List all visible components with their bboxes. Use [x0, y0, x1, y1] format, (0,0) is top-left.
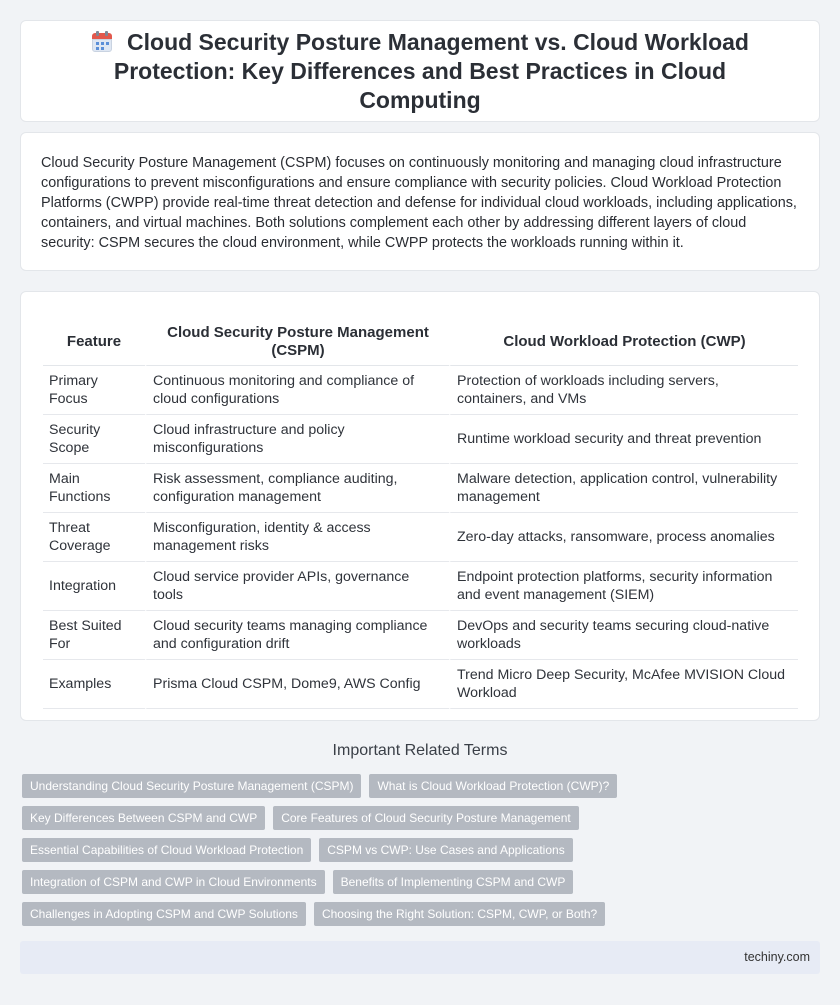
related-terms-row	[22, 870, 822, 894]
table-row	[43, 464, 798, 513]
cspm-cell: Continuous monitoring and compliance of cloud configurations	[145, 366, 449, 415]
related-terms-row	[22, 806, 822, 830]
feature-cell: Best Suited For	[43, 611, 145, 660]
table-row	[43, 562, 798, 611]
cspm-cell: Cloud security teams managing compliance and configuration drift	[145, 611, 449, 660]
feature-cell: Examples	[43, 660, 145, 709]
related-term-link[interactable]: Benefits of Implementing CSPM and CWP	[333, 870, 574, 894]
feature-cell: Threat Coverage	[43, 513, 145, 562]
related-terms-row	[22, 838, 822, 862]
calendar-icon	[91, 31, 113, 53]
related-terms-title: Important Related Terms	[332, 742, 508, 759]
footer-site: techiny.com	[744, 950, 810, 964]
header-cspm: Cloud Security Posture Management (CSPM)	[145, 318, 449, 366]
table-row	[43, 660, 798, 709]
cwp-cell: Trend Micro Deep Security, McAfee MVISION Cloud Workload	[449, 660, 798, 709]
header-card	[20, 20, 820, 122]
cwp-cell: Endpoint protection platforms, security information and event management (SIEM)	[449, 562, 798, 611]
intro-card	[20, 132, 820, 271]
table-row	[43, 415, 798, 464]
header-feature: Feature	[43, 318, 145, 366]
table-row	[43, 611, 798, 660]
related-term-link[interactable]: What is Cloud Workload Protection (CWP)?	[369, 774, 617, 798]
table-row	[43, 366, 798, 415]
feature-cell: Primary Focus	[43, 366, 145, 415]
related-term-link[interactable]: Essential Capabilities of Cloud Workload Protection	[22, 838, 311, 862]
related-term-link[interactable]: Choosing the Right Solution: CSPM, CWP, or Both?	[314, 902, 605, 926]
cspm-cell: Misconfiguration, identity & access management risks	[145, 513, 449, 562]
cwp-cell: Zero-day attacks, ransomware, process anomalies	[449, 513, 798, 562]
cwp-cell: Malware detection, application control, vulnerability management	[449, 464, 798, 513]
feature-cell: Security Scope	[43, 415, 145, 464]
cspm-cell: Prisma Cloud CSPM, Dome9, AWS Config	[145, 660, 449, 709]
related-term-link[interactable]: Integration of CSPM and CWP in Cloud Environments	[22, 870, 325, 894]
cspm-cell: Risk assessment, compliance auditing, configuration management	[145, 464, 449, 513]
related-terms-row	[22, 902, 822, 926]
related-terms-list	[22, 774, 822, 934]
comparison-table-card	[20, 291, 820, 721]
header-cwp: Cloud Workload Protection (CWP)	[449, 318, 798, 366]
feature-cell: Main Functions	[43, 464, 145, 513]
comparison-table	[43, 318, 798, 709]
page-title-text: Cloud Security Posture Management vs. Cloud Workload Protection: Key Differences and Best Practices in Cloud Computing	[113, 28, 749, 113]
related-term-link[interactable]: Challenges in Adopting CSPM and CWP Solutions	[22, 902, 306, 926]
feature-cell: Integration	[43, 562, 145, 611]
related-term-link[interactable]: Core Features of Cloud Security Posture Management	[273, 806, 578, 830]
cwp-cell: Protection of workloads including servers, containers, and VMs	[449, 366, 798, 415]
table-row	[43, 513, 798, 562]
cwp-cell: DevOps and security teams securing cloud-native workloads	[449, 611, 798, 660]
related-term-link[interactable]: CSPM vs CWP: Use Cases and Applications	[319, 838, 572, 862]
cspm-cell: Cloud service provider APIs, governance tools	[145, 562, 449, 611]
table-header-row	[43, 318, 798, 366]
related-term-link[interactable]: Key Differences Between CSPM and CWP	[22, 806, 265, 830]
cspm-cell: Cloud infrastructure and policy misconfigurations	[145, 415, 449, 464]
related-term-link[interactable]: Understanding Cloud Security Posture Management (CSPM)	[22, 774, 361, 798]
cwp-cell: Runtime workload security and threat prevention	[449, 415, 798, 464]
footer	[20, 941, 820, 974]
page-title	[21, 28, 819, 115]
related-terms-row	[22, 774, 822, 798]
intro-text: Cloud Security Posture Management (CSPM) focuses on continuously monitoring and managing cloud infrastructure configurations to prevent misconfigurations and ensure compliance with security policies. Cloud Workload Protection Platforms (CWPP) provide real-time threat detection and defense for individual cloud workloads, including applications, containers, and virtual machines. Both solutions complement each other by addressing different layers of cloud security: CSPM secures the cloud environment, while CWPP protects the workloads running within it.	[41, 155, 797, 251]
